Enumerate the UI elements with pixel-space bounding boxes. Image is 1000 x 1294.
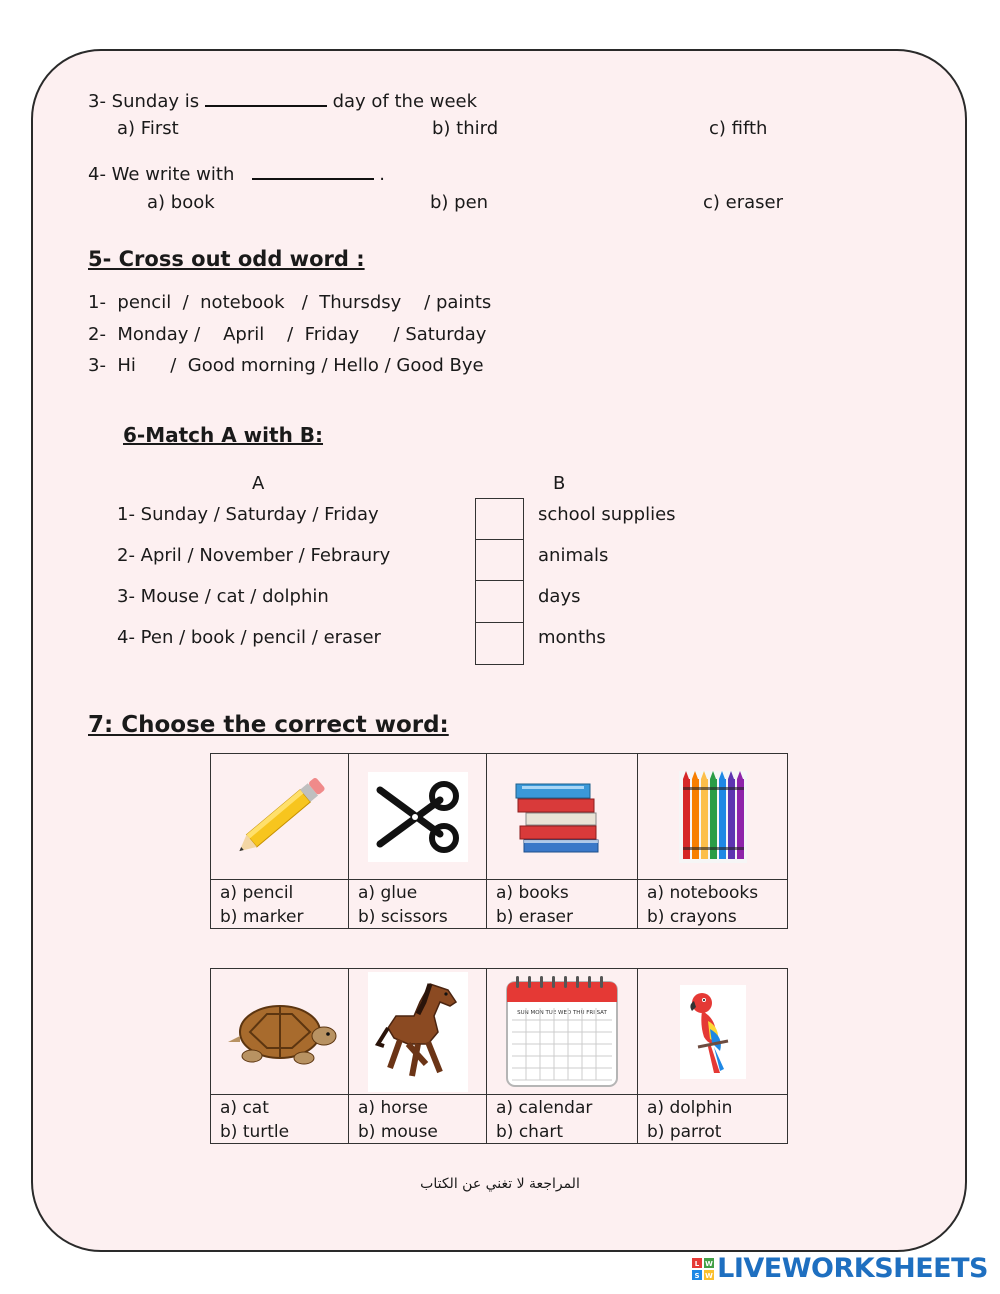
question-3-blank[interactable] <box>205 91 327 107</box>
scissors-icon <box>368 772 468 862</box>
pencil-icon <box>225 772 335 862</box>
option-b[interactable]: b) scissors <box>358 907 448 927</box>
crayons-icon <box>673 767 753 867</box>
match-a-item-1: 1- Sunday / Saturday / Friday <box>117 504 379 525</box>
option-a[interactable]: a) glue <box>358 883 418 903</box>
logo-letter: W <box>705 1271 714 1280</box>
brand-logo <box>692 1253 988 1284</box>
horse-icon <box>368 972 468 1092</box>
logo-letter: S <box>694 1271 700 1280</box>
brand-squares-icon <box>692 1258 714 1280</box>
question-3-prefix: 3- Sunday is <box>88 91 200 112</box>
option-a[interactable]: a) notebooks <box>647 883 759 903</box>
footer-note: المراجعة لا تغني عن الكتاب <box>420 1176 580 1192</box>
option-a[interactable]: a) cat <box>220 1098 269 1118</box>
question-4-option-a[interactable]: a) book <box>147 192 215 213</box>
option-b[interactable]: b) eraser <box>496 907 573 927</box>
match-b-item-3: days <box>538 586 581 607</box>
picture-cell-crayons <box>638 754 788 929</box>
picture-cell-books <box>487 754 638 929</box>
picture-table-2 <box>210 968 788 1144</box>
match-b-item-2: animals <box>538 545 609 566</box>
calendar-icon <box>504 974 620 1090</box>
question-4-option-b[interactable]: b) pen <box>430 192 489 213</box>
odd-word-line-1[interactable]: 1- pencil / notebook / Thursdsy / paints <box>88 292 492 313</box>
match-a-item-3: 3- Mouse / cat / dolphin <box>117 586 329 607</box>
picture-cell-calendar <box>487 969 638 1144</box>
picture-cell-parrot <box>638 969 788 1144</box>
match-answer-box-3[interactable] <box>475 580 524 623</box>
option-a[interactable]: a) calendar <box>496 1098 593 1118</box>
question-4-option-c[interactable]: c) eraser <box>703 192 783 213</box>
option-a[interactable]: a) horse <box>358 1098 428 1118</box>
picture-cell-horse <box>349 969 487 1144</box>
picture-cell-turtle <box>211 969 349 1144</box>
section-6-heading: 6-Match A with B: <box>123 423 324 447</box>
option-b[interactable]: b) mouse <box>358 1122 438 1142</box>
calendar-header-text: SUN MON TUE WED THU FRI SAT <box>517 1009 607 1016</box>
turtle-icon <box>222 992 337 1072</box>
match-a-item-4: 4- Pen / book / pencil / eraser <box>117 627 381 648</box>
logo-letter: W <box>705 1259 714 1268</box>
question-3-option-b[interactable]: b) third <box>432 118 499 139</box>
picture-cell-pencil <box>211 754 349 929</box>
option-b[interactable]: b) marker <box>220 907 304 927</box>
odd-word-line-3[interactable]: 3- Hi / Good morning / Hello / Good Bye <box>88 355 484 376</box>
section-7-heading: 7: Choose the correct word: <box>88 712 449 738</box>
odd-word-line-2[interactable]: 2- Monday / April / Friday / Saturday <box>88 324 487 345</box>
picture-table-1 <box>210 753 788 929</box>
match-a-item-2: 2- April / November / Febraury <box>117 545 391 566</box>
question-3-option-a[interactable]: a) First <box>117 118 179 139</box>
question-3-option-c[interactable]: c) fifth <box>709 118 768 139</box>
option-a[interactable]: a) pencil <box>220 883 294 903</box>
section-5-heading: 5- Cross out odd word : <box>88 247 365 271</box>
question-3 <box>88 91 477 112</box>
match-answer-box-4[interactable] <box>475 622 524 665</box>
option-a[interactable]: a) books <box>496 883 569 903</box>
option-b[interactable]: b) chart <box>496 1122 564 1142</box>
match-answer-box-1[interactable] <box>475 498 524 540</box>
match-answer-box-2[interactable] <box>475 539 524 581</box>
option-b[interactable]: b) turtle <box>220 1122 290 1142</box>
question-3-suffix: day of the week <box>332 91 478 112</box>
books-icon <box>512 776 612 858</box>
question-4-suffix: . <box>379 164 386 185</box>
option-a[interactable]: a) dolphin <box>647 1098 733 1118</box>
logo-letter: L <box>694 1259 700 1268</box>
column-b-label: B <box>553 473 566 494</box>
column-a-label: A <box>252 473 265 494</box>
question-4-prefix: 4- We write with <box>88 164 235 185</box>
brand-name[interactable]: LIVEWORKSHEETS <box>717 1253 988 1284</box>
question-4 <box>88 164 385 185</box>
option-b[interactable]: b) parrot <box>647 1122 722 1142</box>
match-b-item-4: months <box>538 627 606 648</box>
question-4-blank[interactable] <box>252 164 374 180</box>
picture-cell-scissors <box>349 754 487 929</box>
option-b[interactable]: b) crayons <box>647 907 737 927</box>
match-b-item-1: school supplies <box>538 504 676 525</box>
parrot-icon <box>680 985 746 1079</box>
